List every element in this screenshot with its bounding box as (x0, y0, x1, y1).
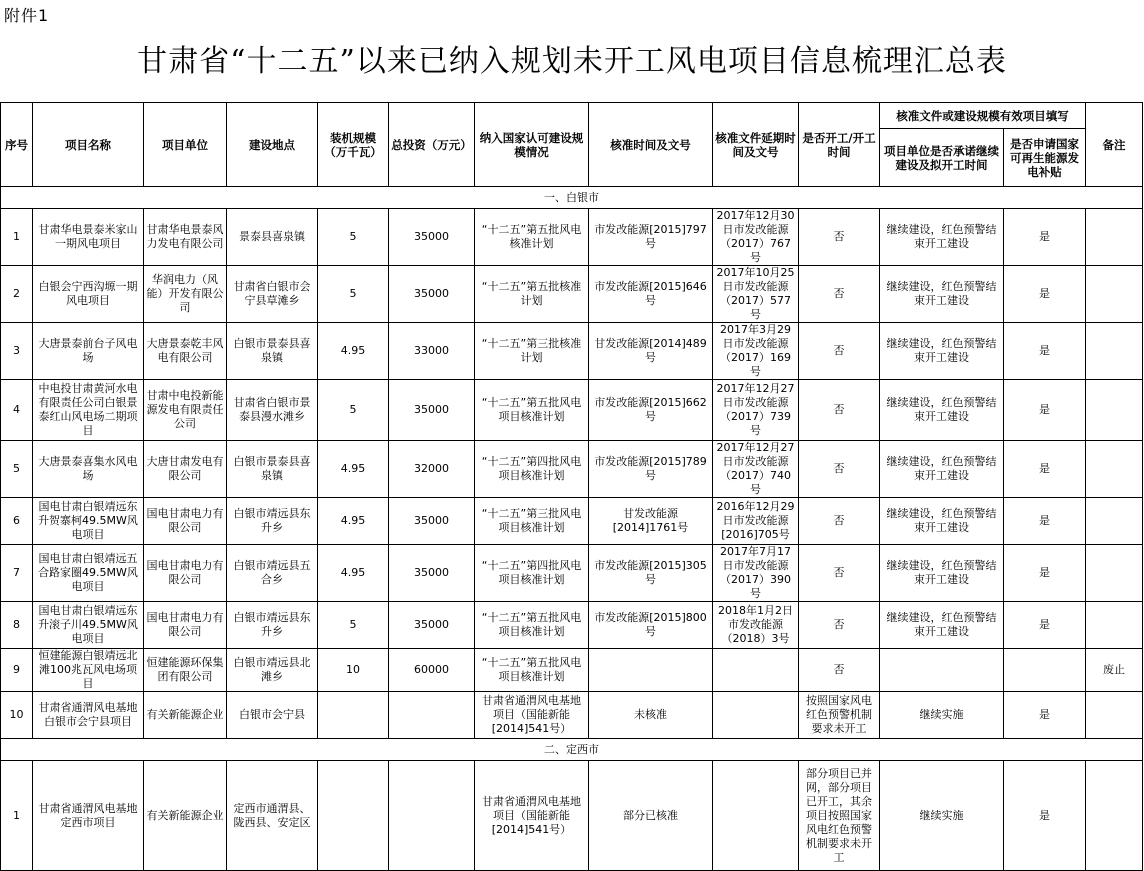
cell-name: 白银会宁西沟塬一期风电项目 (33, 266, 144, 323)
header-no: 序号 (1, 103, 33, 187)
cell-commit: 继续建设，红色预警结束开工建设 (880, 380, 1004, 441)
cell-extension: 2017年3月29日市发改能源（2017）169号 (713, 323, 799, 380)
cell-extension: 2016年12月29日市发改能源[2016]705号 (713, 498, 799, 545)
cell-unit: 大唐景泰乾丰风电有限公司 (144, 323, 227, 380)
cell-remark (1086, 441, 1143, 498)
cell-commit: 继续建设，红色预警结束开工建设 (880, 441, 1004, 498)
cell-location: 白银市靖远县东升乡 (227, 602, 318, 649)
cell-approval: 部分已核准 (589, 761, 713, 871)
cell-unit: 甘肃中电投新能源发电有限责任公司 (144, 380, 227, 441)
cell-approval: 甘发改能源[2014]1761号 (589, 498, 713, 545)
cell-no: 4 (1, 380, 33, 441)
cell-remark (1086, 323, 1143, 380)
page-title: 甘肃省“十二五”以来已纳入规划未开工风电项目信息梳理汇总表 (137, 44, 1007, 79)
header-commit: 项目单位是否承诺继续建设及拟开工时间 (880, 129, 1004, 187)
section-row (1, 739, 1143, 761)
attachment-label: 附件1 (4, 6, 50, 25)
cell-extension: 2017年12月27日市发改能源（2017）740号 (713, 441, 799, 498)
cell-commit: 继续建设，红色预警结束开工建设 (880, 545, 1004, 602)
cell-approval: 市发改能源[2015]662号 (589, 380, 713, 441)
cell-unit: 恒建能源环保集团有限公司 (144, 649, 227, 692)
cell-location: 定西市通渭县、陇西县、安定区 (227, 761, 318, 871)
cell-no: 5 (1, 441, 33, 498)
cell-commit: 继续实施 (880, 761, 1004, 871)
cell-name: 国电甘肃白银靖远东升贺寨柯49.5MW风电项目 (33, 498, 144, 545)
cell-unit: 国电甘肃电力有限公司 (144, 498, 227, 545)
cell-started: 部分项目已并网，部分项目已开工，其余项目按照国家风电红色预警机制要求未开工 (799, 761, 880, 871)
table-row (1, 266, 1143, 323)
section-title: 一、白银市 (1, 187, 1143, 209)
cell-no: 7 (1, 545, 33, 602)
cell-approval: 市发改能源[2015]797号 (589, 209, 713, 266)
cell-extension: 2017年10月25日市发改能源（2017）577号 (713, 266, 799, 323)
cell-subsidy: 是 (1004, 761, 1086, 871)
cell-name: 恒建能源白银靖远北滩100兆瓦风电场项目 (33, 649, 144, 692)
cell-scale: “十二五”第五批风电项目核准计划 (475, 380, 589, 441)
header-subsidy: 是否申请国家可再生能源发电补贴 (1004, 129, 1086, 187)
cell-name: 国电甘肃白银靖远东升滚子川49.5MW风电项目 (33, 602, 144, 649)
cell-started: 否 (799, 602, 880, 649)
cell-commit: 继续建设，红色预警结束开工建设 (880, 602, 1004, 649)
table-row (1, 323, 1143, 380)
cell-unit: 大唐甘肃发电有限公司 (144, 441, 227, 498)
cell-capacity: 10 (318, 649, 389, 692)
header-started: 是否开工/开工时间 (799, 103, 880, 187)
header-extension: 核准文件延期时间及文号 (713, 103, 799, 187)
cell-unit: 华润电力（风能）开发有限公司 (144, 266, 227, 323)
cell-started: 否 (799, 209, 880, 266)
cell-subsidy: 是 (1004, 323, 1086, 380)
cell-no: 8 (1, 602, 33, 649)
cell-remark (1086, 380, 1143, 441)
cell-unit: 国电甘肃电力有限公司 (144, 602, 227, 649)
cell-remark (1086, 761, 1143, 871)
cell-investment: 32000 (389, 441, 475, 498)
cell-investment: 35000 (389, 498, 475, 545)
table-row (1, 602, 1143, 649)
cell-location: 白银市靖远县五合乡 (227, 545, 318, 602)
cell-scale: 甘肃省通渭风电基地项目（国能新能[2014]541号） (475, 692, 589, 739)
cell-subsidy: 是 (1004, 602, 1086, 649)
header-unit: 项目单位 (144, 103, 227, 187)
cell-capacity (318, 761, 389, 871)
cell-name: 甘肃华电景泰米家山一期风电项目 (33, 209, 144, 266)
cell-no: 10 (1, 692, 33, 739)
cell-subsidy: 是 (1004, 209, 1086, 266)
cell-started: 否 (799, 380, 880, 441)
cell-location: 甘肃省白银市会宁县草滩乡 (227, 266, 318, 323)
cell-location: 白银市景泰县喜泉镇 (227, 441, 318, 498)
cell-started: 否 (799, 323, 880, 380)
cell-extension: 2017年12月27日市发改能源（2017）739号 (713, 380, 799, 441)
cell-investment (389, 761, 475, 871)
cell-approval: 市发改能源[2015]789号 (589, 441, 713, 498)
cell-extension: 2018年1月2日市发改能源（2018）3号 (713, 602, 799, 649)
header-location: 建设地点 (227, 103, 318, 187)
cell-remark (1086, 498, 1143, 545)
table-row (1, 692, 1143, 739)
table-row (1, 380, 1143, 441)
cell-subsidy: 是 (1004, 266, 1086, 323)
cell-investment: 35000 (389, 545, 475, 602)
cell-investment: 35000 (389, 380, 475, 441)
table-row (1, 498, 1143, 545)
cell-started: 否 (799, 441, 880, 498)
cell-name: 国电甘肃白银靖远五合路家圈49.5MW风电项目 (33, 545, 144, 602)
section-title: 二、定西市 (1, 739, 1143, 761)
cell-scale: “十二五”第四批风电项目核准计划 (475, 441, 589, 498)
table-row (1, 545, 1143, 602)
cell-investment: 35000 (389, 209, 475, 266)
cell-investment: 35000 (389, 266, 475, 323)
cell-started: 否 (799, 649, 880, 692)
cell-subsidy: 是 (1004, 380, 1086, 441)
cell-approval: 甘发改能源[2014]489号 (589, 323, 713, 380)
cell-unit: 有关新能源企业 (144, 692, 227, 739)
cell-scale: “十二五”第四批风电项目核准计划 (475, 545, 589, 602)
cell-no: 9 (1, 649, 33, 692)
cell-capacity: 4.95 (318, 545, 389, 602)
section-row (1, 187, 1143, 209)
cell-capacity: 4.95 (318, 441, 389, 498)
cell-location: 景泰县喜泉镇 (227, 209, 318, 266)
header-investment: 总投资（万元） (389, 103, 475, 187)
cell-capacity: 4.95 (318, 323, 389, 380)
cell-commit (880, 649, 1004, 692)
cell-started: 否 (799, 266, 880, 323)
cell-investment: 33000 (389, 323, 475, 380)
cell-location: 白银市靖远县北滩乡 (227, 649, 318, 692)
cell-commit: 继续建设，红色预警结束开工建设 (880, 498, 1004, 545)
cell-investment: 35000 (389, 602, 475, 649)
header-group: 核准文件或建设规模有效项目填写 (880, 103, 1086, 129)
header-name: 项目名称 (33, 103, 144, 187)
cell-location: 白银市景泰县喜泉镇 (227, 323, 318, 380)
cell-no: 2 (1, 266, 33, 323)
cell-remark: 废止 (1086, 649, 1143, 692)
cell-approval: 市发改能源[2015]646号 (589, 266, 713, 323)
cell-name: 中电投甘肃黄河水电有限责任公司白银景泰红山风电场二期项目 (33, 380, 144, 441)
cell-location: 甘肃省白银市景泰县漫水滩乡 (227, 380, 318, 441)
cell-unit: 国电甘肃电力有限公司 (144, 545, 227, 602)
cell-location: 白银市会宁县 (227, 692, 318, 739)
cell-approval: 市发改能源[2015]800号 (589, 602, 713, 649)
cell-scale: “十二五”第五批核准计划 (475, 266, 589, 323)
table-row (1, 209, 1143, 266)
cell-investment: 60000 (389, 649, 475, 692)
header-scale: 纳入国家认可建设规模情况 (475, 103, 589, 187)
table-row (1, 649, 1143, 692)
cell-remark (1086, 545, 1143, 602)
cell-capacity (318, 692, 389, 739)
cell-subsidy: 是 (1004, 441, 1086, 498)
project-table (0, 102, 1143, 871)
cell-capacity: 5 (318, 602, 389, 649)
cell-scale: “十二五”第五批风电项目核准计划 (475, 602, 589, 649)
cell-extension (713, 649, 799, 692)
cell-name: 大唐景泰喜集水风电场 (33, 441, 144, 498)
cell-subsidy: 是 (1004, 545, 1086, 602)
cell-approval: 未核准 (589, 692, 713, 739)
cell-extension: 2017年7月17日市发改能源（2017）390号 (713, 545, 799, 602)
table-body (1, 187, 1143, 871)
cell-started: 否 (799, 498, 880, 545)
cell-capacity: 5 (318, 209, 389, 266)
cell-subsidy: 是 (1004, 692, 1086, 739)
header-capacity: 装机规模（万千瓦） (318, 103, 389, 187)
cell-capacity: 5 (318, 266, 389, 323)
header-remark: 备注 (1086, 103, 1143, 187)
cell-commit: 继续建设，红色预警结束开工建设 (880, 323, 1004, 380)
cell-capacity: 4.95 (318, 498, 389, 545)
cell-commit: 继续建设，红色预警结束开工建设 (880, 209, 1004, 266)
cell-no: 1 (1, 209, 33, 266)
cell-started: 按照国家风电红色预警机制要求未开工 (799, 692, 880, 739)
cell-extension: 2017年12月30日市发改能源（2017）767号 (713, 209, 799, 266)
cell-scale: “十二五”第五批风电项目核准计划 (475, 649, 589, 692)
cell-extension (713, 761, 799, 871)
cell-commit: 继续实施 (880, 692, 1004, 739)
table-row (1, 441, 1143, 498)
cell-subsidy: 是 (1004, 498, 1086, 545)
header-approval: 核准时间及文号 (589, 103, 713, 187)
cell-capacity: 5 (318, 380, 389, 441)
cell-extension (713, 692, 799, 739)
cell-name: 甘肃省通渭风电基地白银市会宁县项目 (33, 692, 144, 739)
cell-approval: 市发改能源[2015]305号 (589, 545, 713, 602)
cell-remark (1086, 602, 1143, 649)
cell-unit: 有关新能源企业 (144, 761, 227, 871)
cell-remark (1086, 209, 1143, 266)
cell-no: 6 (1, 498, 33, 545)
cell-scale: 甘肃省通渭风电基地项目（国能新能[2014]541号） (475, 761, 589, 871)
cell-approval (589, 649, 713, 692)
cell-location: 白银市靖远县东升乡 (227, 498, 318, 545)
cell-scale: “十二五”第三批风电项目核准计划 (475, 498, 589, 545)
cell-scale: “十二五”第五批风电核准计划 (475, 209, 589, 266)
cell-no: 3 (1, 323, 33, 380)
cell-name: 大唐景泰前台子风电场 (33, 323, 144, 380)
cell-subsidy (1004, 649, 1086, 692)
cell-remark (1086, 692, 1143, 739)
cell-unit: 甘肃华电景泰风力发电有限公司 (144, 209, 227, 266)
table-row (1, 761, 1143, 871)
cell-no: 1 (1, 761, 33, 871)
cell-remark (1086, 266, 1143, 323)
cell-name: 甘肃省通渭风电基地定西市项目 (33, 761, 144, 871)
cell-investment (389, 692, 475, 739)
cell-started: 否 (799, 545, 880, 602)
cell-scale: “十二五”第三批核准计划 (475, 323, 589, 380)
cell-commit: 继续建设，红色预警结束开工建设 (880, 266, 1004, 323)
